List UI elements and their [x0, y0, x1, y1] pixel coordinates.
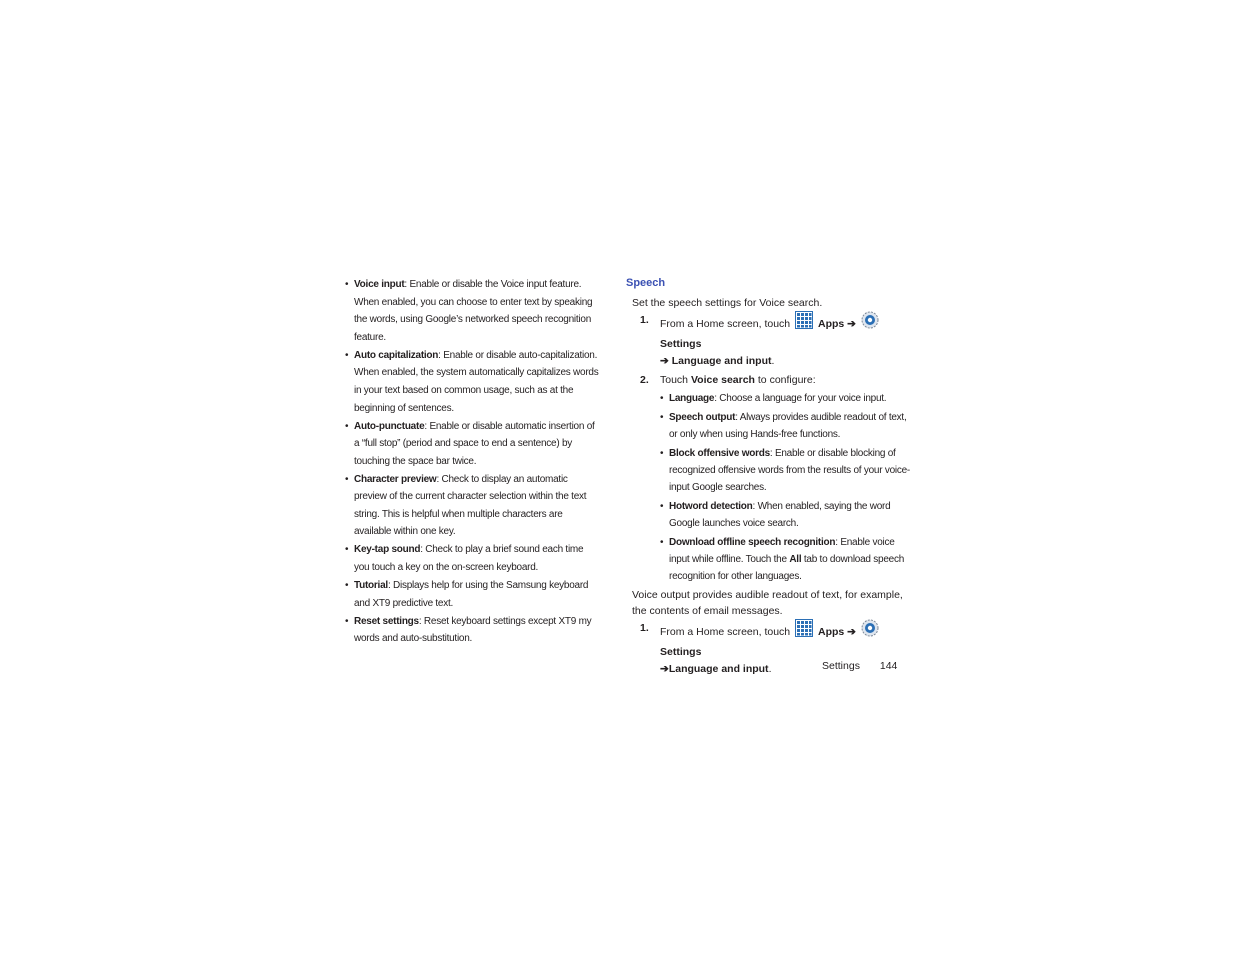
apps-grid-icon: [795, 619, 813, 643]
bullet-term: Download offline speech recognition: [669, 536, 836, 548]
arrow-icon: ➔: [660, 354, 669, 367]
page-number: 144: [879, 660, 898, 672]
bullet-term: Character preview: [354, 473, 437, 485]
bullet-term: Hotword detection: [669, 500, 753, 512]
bullet-text: : Check to play a brief sound each time you touch a key on the on-screen keyboard.: [354, 544, 584, 574]
footer-section-title: Settings: [822, 660, 860, 672]
bullet-text: tab to download speech recognition for other languages.: [669, 553, 905, 582]
voice-search-options: [626, 390, 916, 585]
step-number: 1.: [640, 621, 649, 634]
list-item: [345, 577, 601, 612]
arrow-icon: ➔: [847, 317, 856, 330]
settings-gear-icon: [861, 311, 879, 335]
list-item: [660, 409, 916, 443]
bullet-term: Reset settings: [354, 615, 419, 627]
bullet-term: Block offensive words: [669, 447, 770, 459]
bullet-term: Key-tap sound: [354, 544, 421, 556]
left-column: [345, 276, 601, 648]
bullet-text: : Check to display an automatic preview of the current character selection within the text string. This is helpful when multiple characters are available within one key.: [354, 473, 587, 538]
bullet-text: : Choose a language for your voice input.: [714, 392, 887, 404]
bullet-text: : Always provides audible readout of text, or only when using Hands-free functions.: [669, 411, 907, 440]
list-item: [660, 390, 916, 407]
right-column: [626, 276, 916, 678]
list-item: [345, 471, 601, 541]
list-item: [345, 347, 601, 417]
all-tab-label: All: [789, 553, 802, 565]
bullet-term: Auto capitalization: [354, 349, 439, 361]
bullet-term: Voice input: [354, 279, 405, 290]
settings-label: Settings: [660, 645, 702, 658]
voice-search-label: Voice search: [690, 373, 755, 386]
bullet-text: : Enable or disable the Voice input feature. When enabled, you can choose to enter text by speaking the words, using Google’s networked speech recognition feature.: [354, 279, 593, 343]
step-text: From a Home screen, touch: [660, 317, 791, 330]
list-item: [345, 418, 601, 471]
speech-intro: Set the speech settings for Voice search.: [632, 297, 823, 309]
step-number: 2.: [640, 373, 649, 386]
step-1: [626, 312, 916, 370]
list-item: [345, 276, 601, 346]
list-item: [345, 541, 601, 576]
bullet-term: Tutorial: [354, 580, 388, 592]
arrow-icon: ➔: [847, 625, 856, 638]
bullet-term: Speech output: [669, 411, 736, 423]
apps-grid-icon: [795, 311, 813, 335]
bullet-text: : Enable or disable auto-capitalization. When enabled, the system automatically capitalizes words in your text based on common usage, such as at the beginning of sentences.: [354, 349, 599, 414]
step-2: [626, 372, 916, 389]
section-heading-speech: Speech: [626, 277, 666, 289]
period: .: [771, 354, 775, 367]
bullet-text: : Displays help for using the Samsung keyboard and XT9 predictive text.: [354, 580, 589, 609]
step-text: Touch: [660, 373, 689, 386]
bullet-text: : Enable or disable blocking of recognized offensive words from the results of your voice-input Google searches.: [669, 447, 910, 493]
step-number: 1.: [640, 313, 649, 326]
settings-label: Settings: [660, 337, 702, 350]
list-item: [345, 613, 601, 648]
apps-label: Apps: [817, 625, 845, 638]
step-text: From a Home screen, touch: [660, 625, 791, 638]
bullet-term: Auto-punctuate: [354, 420, 425, 432]
bullet-term: Language: [669, 392, 715, 404]
apps-label: Apps: [817, 317, 845, 330]
language-input-label: Language and input: [668, 662, 769, 675]
language-input-label: Language and input: [671, 354, 772, 367]
list-item: [660, 445, 916, 496]
bullet-text: : When enabled, saying the word Google launches voice search.: [669, 500, 891, 529]
voice-output-paragraph: Voice output provides audible readout of text, for example, the contents of email messages.: [632, 588, 903, 617]
bullet-text: : Reset keyboard settings except XT9 my words and auto-substitution.: [354, 615, 592, 645]
bullet-text: : Enable or disable automatic insertion of a “full stop” (period and space to end a sentence) by touching the space bar twice.: [354, 420, 595, 467]
settings-gear-icon: [861, 619, 879, 643]
step-text: to configure:: [757, 373, 816, 386]
list-item: [660, 534, 916, 585]
list-item: [660, 498, 916, 532]
page-footer: [822, 660, 897, 672]
period: .: [768, 662, 772, 675]
bullet-text: : Enable voice input while offline. Touch the: [669, 536, 895, 565]
arrow-icon: ➔: [660, 662, 669, 675]
